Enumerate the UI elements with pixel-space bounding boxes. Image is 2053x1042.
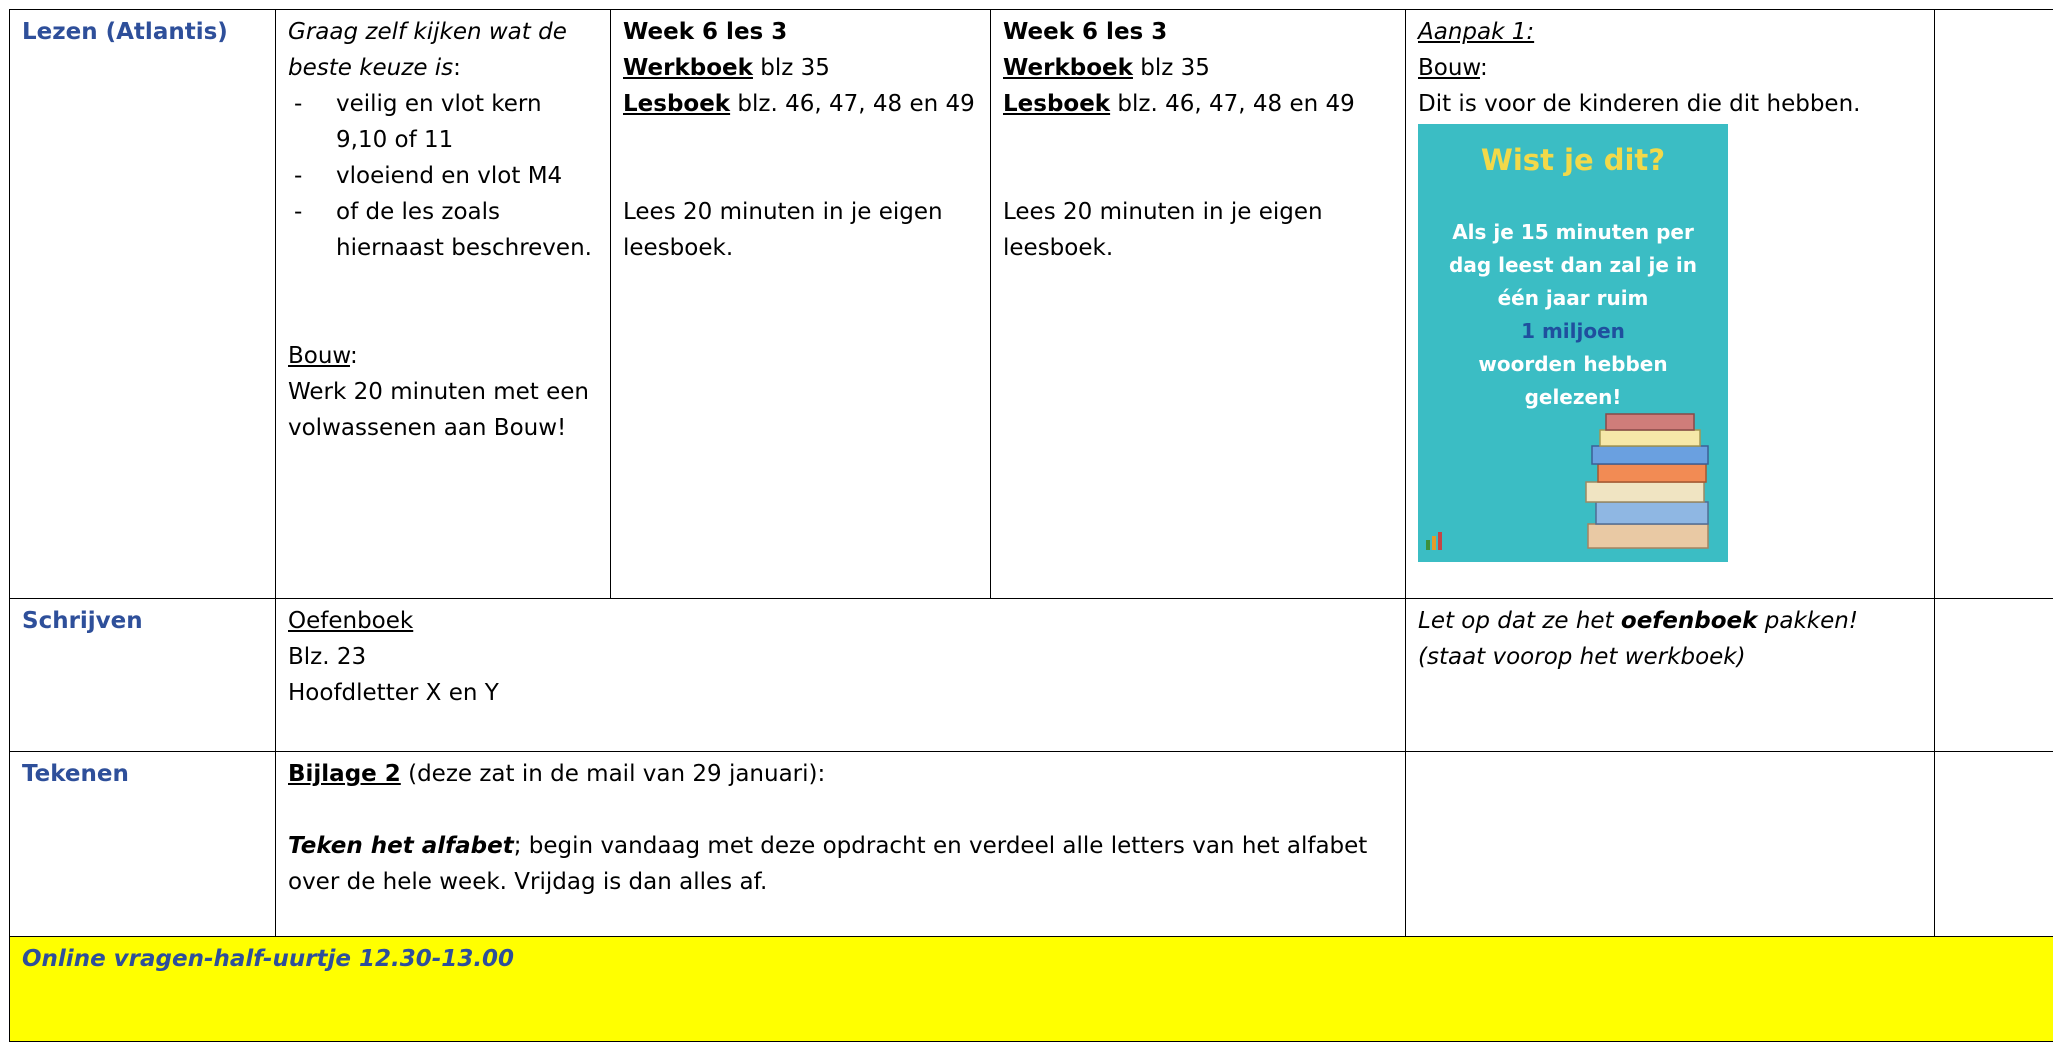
day-a-lesboek xyxy=(623,86,978,122)
schrijven-task-cell xyxy=(276,599,1406,752)
row-schrijven xyxy=(10,599,2053,752)
subject-label-schrijven: Schrijven xyxy=(22,608,143,634)
day-b-lesboek-text: blz. 46, 47, 48 en 49 xyxy=(1110,91,1355,117)
schrijven-topic: Hoofdletter X en Y xyxy=(288,675,1393,711)
poster-title: Wist je dit? xyxy=(1418,142,1728,178)
day-b-read-text: Lees 20 minuten in je eigen leesboek. xyxy=(1003,194,1393,266)
bijlage-label: Bijlage 2 xyxy=(288,761,401,787)
row-lezen xyxy=(10,10,2053,599)
day-a-lesboek-label: Lesboek xyxy=(623,91,730,117)
tekenen-note-cell xyxy=(1406,752,1935,937)
row-online xyxy=(10,937,2053,1042)
note-pre: Let op dat ze het xyxy=(1418,608,1621,634)
choice-option: - vloeiend en vlot M4 xyxy=(288,158,598,194)
aanpak-bouw-heading-text: Bouw xyxy=(1418,55,1480,81)
poster-line: dag leest dan zal je in xyxy=(1428,249,1718,282)
lezen-choice-cell xyxy=(276,10,611,599)
schrijven-note-line2 xyxy=(1418,639,1922,675)
poster-body xyxy=(1428,216,1718,414)
day-a-lesboek-text: blz. 46, 47, 48 en 49 xyxy=(730,91,975,117)
schrijven-page: Blz. 23 xyxy=(288,639,1393,675)
aanpak-bouw-text: Dit is voor de kinderen die dit hebben. xyxy=(1418,86,1922,122)
poster-line: Als je 15 minuten per xyxy=(1428,216,1718,249)
note-bold: oefenboek xyxy=(1621,608,1758,634)
online-banner-cell xyxy=(10,937,2053,1042)
day-a-werkboek xyxy=(623,50,978,86)
day-b-werkboek xyxy=(1003,50,1393,86)
schrijven-note xyxy=(1418,603,1922,639)
online-session-label: Online vragen-half-uurtje 12.30-13.00 xyxy=(22,946,514,972)
tekenen-task xyxy=(288,828,1393,900)
subject-cell-lezen xyxy=(10,10,276,599)
aanpak-bouw-heading xyxy=(1418,50,1922,86)
choice-option: - of de les zoals hiernaast beschreven. xyxy=(288,194,598,266)
lezen-day-a-cell xyxy=(611,10,991,599)
note-line2-text: (staat voorop het werkboek) xyxy=(1418,644,1746,670)
choice-bouw-text: Werk 20 minuten met een volwassenen aan Bouw! xyxy=(288,374,598,446)
day-b-title: Week 6 les 3 xyxy=(1003,14,1393,50)
task-bold: Teken het alfabet xyxy=(288,833,514,859)
day-a-werkboek-text: blz 35 xyxy=(753,55,830,81)
lesson-plan-table xyxy=(9,9,2053,1042)
choice-option: - veilig en vlot kern 9,10 of 11 xyxy=(288,86,598,158)
tekenen-bijlage xyxy=(288,756,1393,792)
bijlage-text: (deze zat in de mail van 29 januari): xyxy=(401,761,825,787)
aanpak-heading xyxy=(1418,14,1922,50)
choice-bouw-heading xyxy=(288,338,598,374)
poster-highlight: 1 miljoen xyxy=(1428,315,1718,348)
choice-intro xyxy=(288,14,598,86)
lezen-day-b-cell xyxy=(991,10,1406,599)
schrijven-empty-cell xyxy=(1935,599,2053,752)
day-a-werkboek-label: Werkboek xyxy=(623,55,753,81)
schrijven-book-heading xyxy=(288,603,1393,639)
subject-label-lezen: Lezen (Atlantis) xyxy=(22,19,228,45)
lezen-aanpak-cell xyxy=(1406,10,1935,599)
tekenen-empty-cell xyxy=(1935,752,2053,937)
choice-bouw-colon: : xyxy=(350,343,358,369)
choice-options-list xyxy=(288,86,598,266)
aanpak-heading-text: Aanpak 1: xyxy=(1418,19,1534,45)
day-b-lesboek xyxy=(1003,86,1393,122)
day-b-werkboek-label: Werkboek xyxy=(1003,55,1133,81)
subject-cell-schrijven xyxy=(10,599,276,752)
schrijven-book-heading-text: Oefenboek xyxy=(288,608,413,634)
choice-intro-italic: Graag zelf kijken wat de beste keuze is xyxy=(288,19,567,81)
poster-line: gelezen! xyxy=(1428,381,1718,414)
note-post: pakken! xyxy=(1757,608,1858,634)
reading-poster-image xyxy=(1418,124,1728,562)
lezen-empty-cell xyxy=(1935,10,2053,599)
choice-intro-colon: : xyxy=(453,55,461,81)
tekenen-task-cell xyxy=(276,752,1406,937)
aanpak-bouw-colon: : xyxy=(1480,55,1488,81)
day-a-title: Week 6 les 3 xyxy=(623,14,978,50)
subject-cell-tekenen xyxy=(10,752,276,937)
schrijven-note-cell xyxy=(1406,599,1935,752)
choice-bouw-heading-text: Bouw xyxy=(288,343,350,369)
poster-line: woorden hebben xyxy=(1428,348,1718,381)
poster-line: één jaar ruim xyxy=(1428,282,1718,315)
row-tekenen xyxy=(10,752,2053,937)
day-b-lesboek-label: Lesboek xyxy=(1003,91,1110,117)
day-b-werkboek-text: blz 35 xyxy=(1133,55,1210,81)
task-text: ; begin vandaag met deze opdracht en verdeel alle letters van het alfabet over de hele week. Vrijdag is dan alles af. xyxy=(288,833,1367,895)
subject-label-tekenen: Tekenen xyxy=(22,761,129,787)
day-a-read-text: Lees 20 minuten in je eigen leesboek. xyxy=(623,194,978,266)
